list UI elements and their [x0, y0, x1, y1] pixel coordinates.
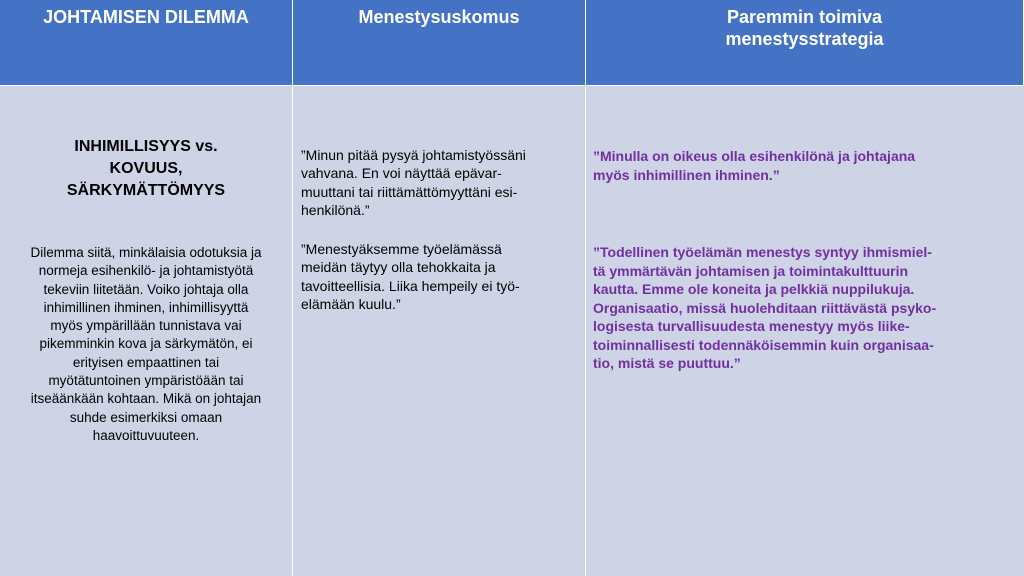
- dilemma-desc-line: inhimillinen ihminen, inhimillisyyttä: [43, 299, 249, 315]
- belief-quote-2: [301, 240, 579, 313]
- strategy-line: tä ymmärtävän johtamisen ja toimintakulttuurin: [593, 262, 909, 279]
- dilemma-desc-line: myös ympärillään tunnistava vai: [50, 318, 242, 334]
- header-strategy-line: menestysstrategia: [725, 29, 884, 49]
- dilemma-description: [6, 244, 286, 445]
- strategy-line: ”Minulla on oikeus olla esihenkilönä ja johtajana: [593, 148, 916, 164]
- dilemma-desc-line: haavoittuvuuteen.: [92, 427, 200, 443]
- belief-cell: [293, 86, 586, 576]
- strategy-line: toiminnallisesti todennäköisemmin kuin organisaa-: [593, 336, 934, 353]
- dilemma-title-line: INHIMILLISYYS vs.: [74, 138, 218, 155]
- header-dilemma: [0, 0, 293, 86]
- belief-line: ”Menestyäksemme työelämässä: [301, 241, 502, 257]
- strategy-quote-2: [593, 243, 1020, 373]
- strategy-line: kautta. Emme ole koneita ja pelkkiä nuppilukuja.: [593, 281, 915, 297]
- belief-line: vahvana. En voi näyttää epävar-: [301, 165, 502, 182]
- strategy-line: Organisaatio, missä huolehditaan riittävästä psyko-: [593, 299, 937, 316]
- dilemma-cell: [0, 86, 293, 576]
- dilemma-title-line: KOVUUS,: [109, 160, 183, 177]
- header-dilemma-label: JOHTAMISEN DILEMMA: [43, 7, 249, 27]
- header-strategy: [586, 0, 1024, 86]
- dilemma-title-line: SÄRKYMÄTTÖMYYS: [66, 182, 226, 199]
- dilemma-desc-line: itseäänkään kohtaan. Mikä on johtajan: [30, 391, 262, 407]
- belief-quote-1: [301, 146, 579, 219]
- dilemma-desc-line: tekeviin liitetään. Voiko johtaja olla: [43, 281, 249, 297]
- dilemma-title: [0, 136, 292, 202]
- strategy-line: logisesta turvallisuudesta menestyy myös liike-: [593, 318, 910, 334]
- belief-line: tavoitteellisia. Liika hempeily ei työ-: [301, 277, 520, 294]
- strategy-line: tio, mistä se puuttuu.”: [593, 355, 741, 371]
- belief-line: henkilönä.”: [301, 201, 370, 218]
- dilemma-desc-line: myötätuntoinen ympäristöään tai: [48, 373, 244, 389]
- belief-line: meidän täytyy olla tehokkaita ja: [301, 259, 496, 276]
- header-belief-label: Menestysuskomus: [358, 7, 520, 27]
- belief-line: muuttani tai riittämättömyyttäni esi-: [301, 183, 518, 200]
- belief-line: ”Minun pitää pysyä johtamistyössäni: [301, 147, 526, 163]
- dilemma-desc-line: pikemminkin kova ja särkymätön, ei: [39, 336, 253, 352]
- strategy-line: ”Todellinen työelämän menestys syntyy ihmismiel-: [593, 244, 932, 260]
- strategy-line: myös inhimillinen ihminen.”: [593, 166, 780, 183]
- header-strategy-line: Paremmin toimiva: [726, 7, 883, 27]
- belief-line: elämään kuulu.”: [301, 295, 401, 312]
- dilemma-desc-line: normeja esihenkilö- ja johtamistyötä: [38, 263, 254, 279]
- strategy-quote-1: [593, 147, 1020, 184]
- header-belief: [293, 0, 586, 86]
- dilemma-desc-line: erityisen empaattinen tai: [72, 354, 220, 370]
- dilemma-desc-line: Dilemma siitä, minkälaisia odotuksia ja: [30, 245, 262, 260]
- strategy-cell: [586, 86, 1024, 576]
- dilemma-desc-line: suhde esimerkiksi omaan: [69, 409, 223, 425]
